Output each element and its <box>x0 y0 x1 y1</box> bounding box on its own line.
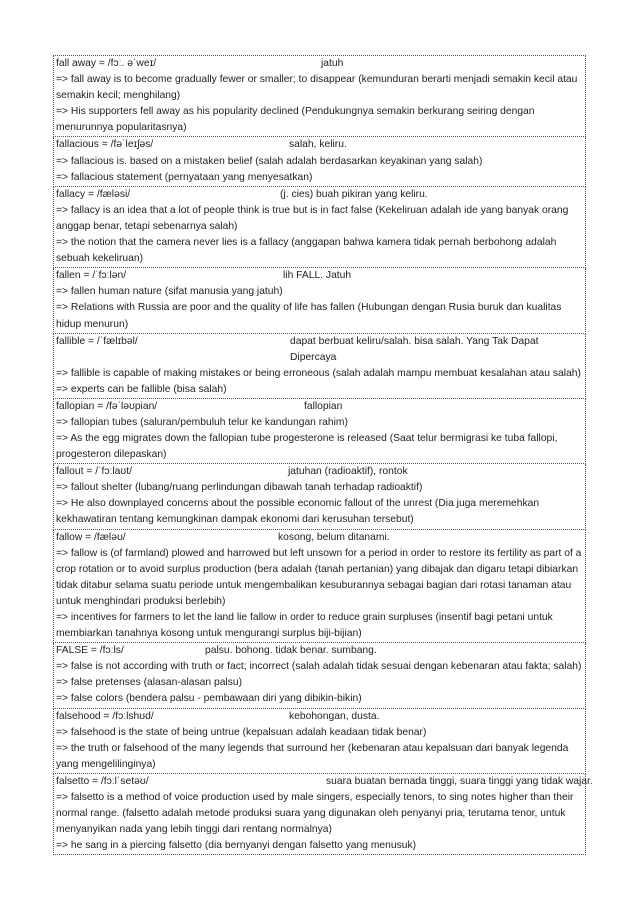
entry-term: FALSE = /fɔːls/ <box>56 645 124 657</box>
entry-term: fallow = /fæləʊ/ <box>56 531 126 543</box>
entry-term: fallopian = /fəˈləʊpian/ <box>56 400 158 412</box>
entry-line: => falsehood is the state of being untrue (kepalsuan adalah keadaan tidak benar) <box>56 726 427 738</box>
entry-header <box>56 774 593 790</box>
entry-meaning: lih FALL. Jatuh <box>283 270 352 282</box>
entry-header <box>56 56 583 72</box>
entry-line: => false colors (bendera palsu - pembawaan diri yang dibikin-bikin) <box>56 693 362 705</box>
entry-header <box>56 643 583 659</box>
dictionary-entry <box>53 334 586 399</box>
entry-line: => fallacy is an idea that a lot of people think is true but is in fact false (Kekeliruan adalah ide yang banyak orang anggap benar, tetapi sebenarnya salah) <box>56 204 569 232</box>
entry-line: => fall away is to become gradually fewer or smaller; to disappear (kemunduran berarti menjadi semakin kecil atau semakin kecil; menghilang) <box>56 74 578 102</box>
entry-meaning: kosong, belum ditanami. <box>278 531 390 543</box>
entry-term: fallen = /ˈfɔːlən/ <box>56 270 127 282</box>
entry-header <box>56 268 583 284</box>
entry-line: => false pretenses (alasan-alasan palsu) <box>56 677 243 689</box>
entry-line: => fallout shelter (lubang/ruang perlindungan dibawah tanah terhadap radioaktif) <box>56 482 423 494</box>
entry-header <box>56 530 583 546</box>
entry-header <box>56 334 583 366</box>
entry-meaning: suara buatan bernada tinggi, suara tinggi yang tidak wajar. <box>326 775 593 787</box>
entry-header <box>56 137 583 153</box>
entry-line: => fallible is capable of making mistakes or being erroneous (salah adalah mampu membuat kesalahan atau salah) <box>56 367 581 379</box>
entry-term: falsehood = /fɔːlshʊd/ <box>56 710 154 722</box>
entry-header <box>56 709 583 725</box>
entry-term: fallible = /ˈfælɪbəl/ <box>56 335 138 347</box>
entry-meaning: salah, keliru. <box>289 139 347 151</box>
entry-term: fall away = /fɔː. əˈweɪ/ <box>56 58 157 69</box>
entry-meaning: jatuhan (radioaktif), rontok <box>288 466 408 478</box>
dictionary-page <box>53 55 593 855</box>
dictionary-entry <box>53 709 586 774</box>
entry-meaning: (j. cies) buah pikiran yang keliru. <box>280 188 428 200</box>
entry-header <box>56 399 583 415</box>
dictionary-entry <box>53 55 586 137</box>
entry-line: => the truth or falsehood of the many legends that surround her (kebenaran atau kepalsuan dari banyak legenda yang mengelilinginya) <box>56 742 569 770</box>
entry-line: => Relations with Russia are poor and the quality of life has fallen (Hubungan dengan Rusia buruk dan kualitas hidup menurun) <box>56 302 562 330</box>
entry-line: => he sang in a piercing falsetto (dia bernyanyi dengan falsetto yang menusuk) <box>56 840 417 852</box>
entry-line: => He also downplayed concerns about the possible economic fallout of the unrest (Dia juga meremehkan kekhawatiran tentang kemungkinan dampak ekonomi dari kerusuhan tersebut) <box>56 498 540 526</box>
dictionary-entry <box>53 774 593 855</box>
entry-line: => fallen human nature (sifat manusia yang jatuh) <box>56 286 283 298</box>
dictionary-entry <box>53 464 586 529</box>
entry-term: fallacy = /fæləsi/ <box>56 188 131 200</box>
entry-header <box>56 187 583 203</box>
dictionary-entry <box>53 137 586 186</box>
entry-line: => fallopian tubes (saluran/pembuluh telur ke kandungan rahim) <box>56 416 348 428</box>
dictionary-entry <box>53 399 586 464</box>
entry-meaning: palsu. bohong. tidak benar. sumbang. <box>205 645 377 657</box>
entry-meaning: fallopian <box>304 400 343 412</box>
entry-term: fallacious = /fəˈleɪʃəs/ <box>56 139 154 151</box>
entry-header <box>56 464 583 480</box>
entry-line: => incentives for farmers to let the land lie fallow in order to reduce grain surpluses (insentif bagi petani untuk membiarkan tanahnya kosong untuk mengurangi surplus biji-bijian) <box>56 612 553 640</box>
entry-line: => As the egg migrates down the fallopian tube progesterone is released (Saat telur bermigrasi ke tuba fallopi, progesteron dilepaskan) <box>56 432 558 461</box>
dictionary-entry <box>53 187 586 268</box>
entry-line: => fallow is (of farmland) plowed and harrowed but left unsown for a period in order to restore its fertility as part of a crop rotation or to avoid surplus production (bera adalah (tanah pertanian) yang dibajak dan digaru tetapi dibiarkan tidak ditabur selama suatu periode untuk mengembalikan kesuburannya sebagai bagian dari rotasi tanaman atau untuk menghindari produksi berlebih) <box>56 547 582 607</box>
entry-line: => fallacious is. based on a mistaken belief (salah adalah berdasarkan keyakinan yang salah) <box>56 155 483 167</box>
entry-line: => falsetto is a method of voice production used by male singers, especially tenors, to sing notes higher than their normal range. (falsetto adalah metode produksi suara yang digunakan oleh penyanyi pria, terutama tenor, untuk menyanyikan nada yang lebih tinggi dari rentang normalnya) <box>56 792 574 836</box>
entry-line: => false is not according with truth or fact; incorrect (salah adalah tidak sesuai dengan kebenaran atau fakta; salah) <box>56 661 582 673</box>
dictionary-entry <box>53 530 586 644</box>
entry-line: => experts can be fallible (bisa salah) <box>56 383 227 395</box>
entry-term: falsetto = /fɔːlˈsetəʊ/ <box>56 775 149 787</box>
entry-line: => the notion that the camera never lies is a fallacy (anggapan bahwa kamera tidak pernah berbohong adalah sebuah kekeliruan) <box>56 237 557 265</box>
entry-line: => fallacious statement (pernyataan yang menyesatkan) <box>56 171 313 183</box>
entry-meaning: dapat berbuat keliru/salah. bisa salah. Yang Tak Dapat Dipercaya <box>290 335 539 363</box>
entry-line: => His supporters fell away as his popularity declined (Pendukungnya semakin berkurang seiring dengan menurunnya popularitasnya) <box>56 106 535 134</box>
entry-term: fallout = /ˈfɔːlaʊt/ <box>56 466 132 478</box>
entry-meaning: jatuh <box>321 58 344 69</box>
dictionary-entry <box>53 268 586 333</box>
entry-meaning: kebohongan, dusta. <box>289 710 380 722</box>
dictionary-entry <box>53 643 586 708</box>
